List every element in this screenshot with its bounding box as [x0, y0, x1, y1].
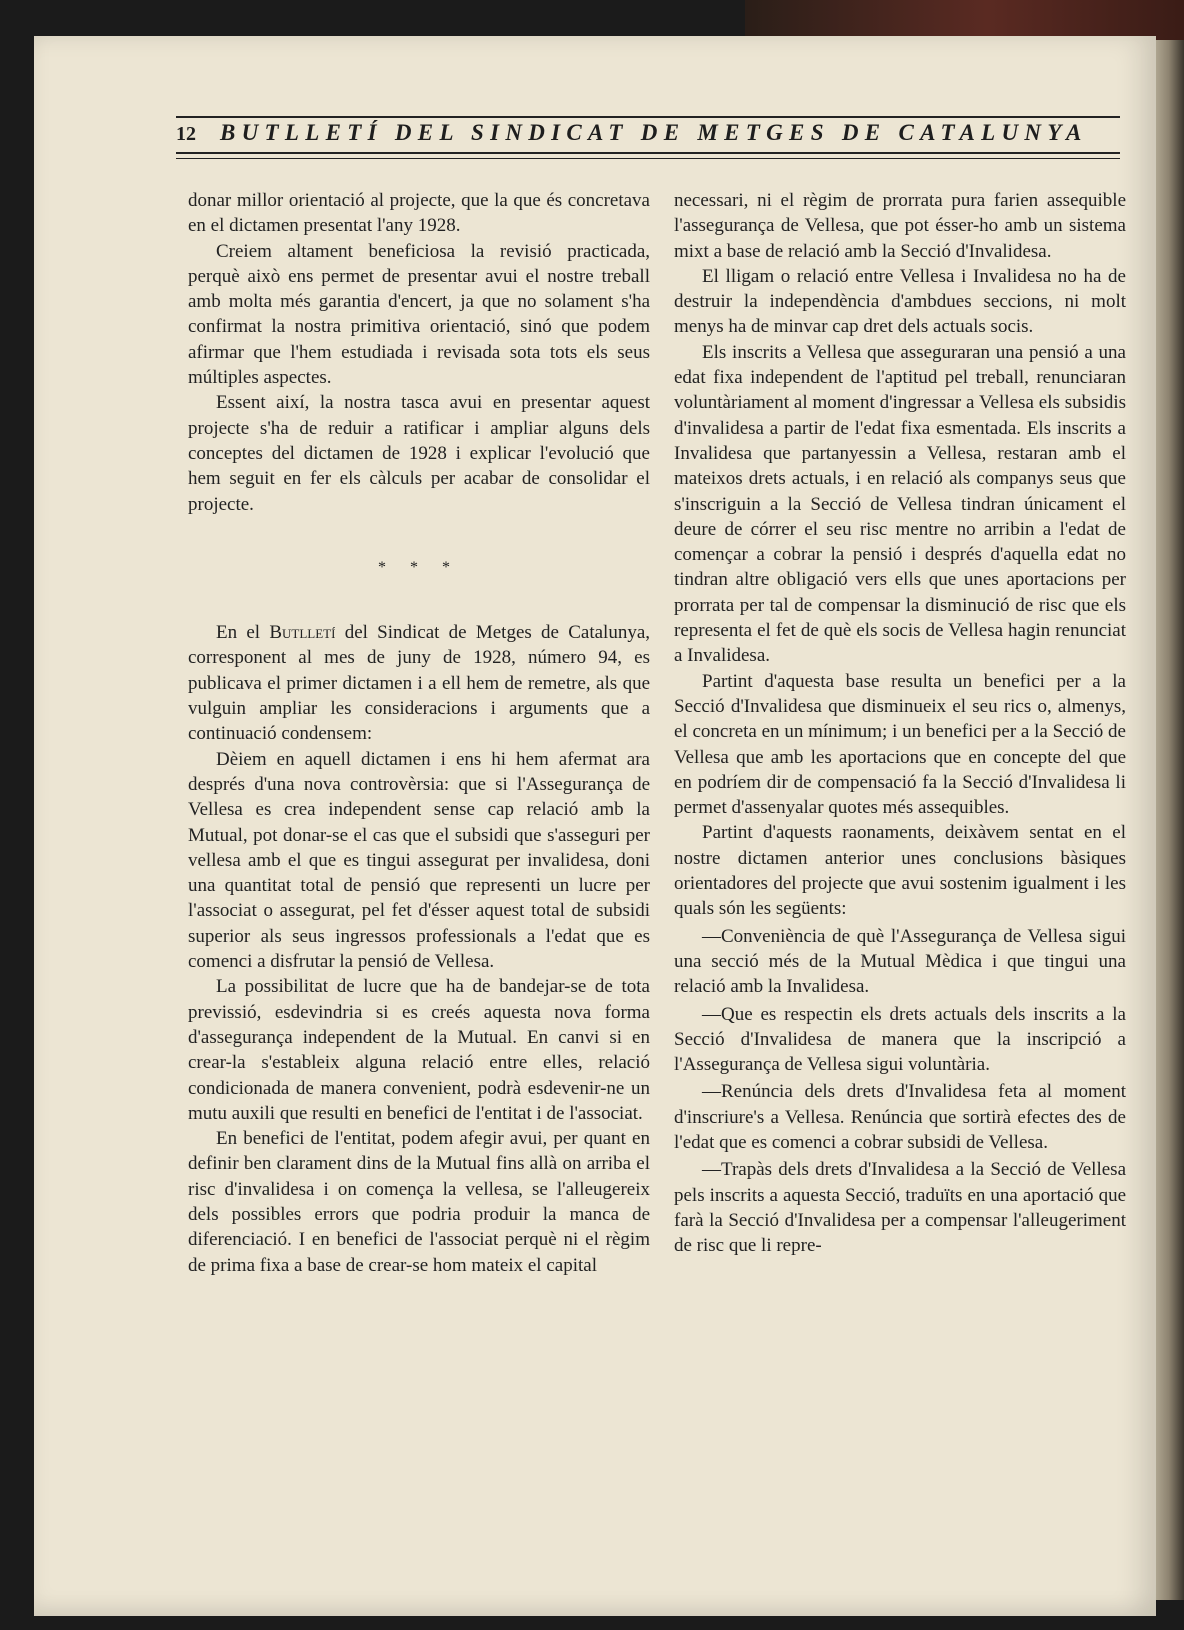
paragraph: Dèiem en aquell dictamen i ens hi hem afermat ara després d'una nova controvèrsia: que si l'Assegurança de Vellesa es crea independent sense cap relació amb la Mutual, pot donar-se el cas que el subsidi que s'asseguri per vellesa amb el que es tingui assegurat per invalidesa, doni una quantitat total de pensió que representi un lucre per l'associat o assegurat, pel fet d'ésser aquest total de subsidi superior als seus ingressos professionals a l'edat que es comenci a disfrutar la pensió de Vellesa. [188, 748, 650, 973]
header-top-rule [176, 116, 1120, 118]
paragraph [188, 620, 650, 746]
running-header [176, 106, 1120, 168]
header-bottom-rule-thin [176, 158, 1120, 159]
section-separator: * * * [378, 558, 460, 576]
paragraph-prefix: En el [216, 622, 270, 644]
paragraph: Els inscrits a Vellesa que asseguraran una pensió a una edat fixa independent de l'aptitud pel treball, renunciaran voluntàriament al moment d'ingressar a Vellesa els subsidis d'invalidesa a partir de l'edat fixa esmentada. Els inscrits a Invalidesa que partanyessin a Vellesa, restaran amb el mateixos drets actuals, i en relació als companys seus que s'inscriguin a la Secció de Vellesa tindran únicament el deure de córrer el seu risc mentre no arribin a l'edat de començar a cobrar la pensió i després d'aquella edat no tindran altre obligació vers ells que unes aportacions per prorrata per tal de compensar la disminució de risc que els representa el fet de què els socis de Vellesa hagin renunciat a Invalidesa. [674, 341, 1126, 667]
journal-name: Butlletí [269, 622, 336, 644]
header-bottom-rule [176, 152, 1120, 154]
right-column [674, 188, 1126, 1258]
left-column [188, 188, 650, 1278]
paragraph: necessari, ni el règim de prorrata pura farien assequible l'assegurança de Vellesa, que pot ésser-ho amb un sistema mixt a base de relació amb la Secció d'Invalidesa. [674, 190, 1126, 262]
conclusion-item: —Renúncia dels drets d'Invalidesa feta al moment d'inscriure's a Vellesa. Renúncia que sortirà efectes des de l'edat que es comenci a cobrar subsidi de Vellesa. [674, 1081, 1126, 1153]
paragraph: Creiem altament beneficiosa la revisió practicada, perquè això ens permet de presentar avui el nostre treball amb molta més garantia d'encert, ja que no solament s'ha confirmat la nostra primitiva orientació, sinó que podem afirmar que l'hem estudiada i revisada sota tots els seus múltiples aspectes. [188, 240, 650, 389]
paragraph: donar millor orientació al projecte, que la que és concretava en el dictamen presentat l'any 1928. [188, 190, 650, 237]
paragraph: Partint d'aquesta base resulta un benefici per a la Secció d'Invalidesa que disminueix el seu rics o, almenys, el concreta en un mínimum; i un benefici per a la Secció de Vellesa que amb les aportacions que en concepte del que en podríem dir de compensació fa la Secció d'Invalidesa li permet d'assenyalar quotes més assequibles. [674, 670, 1126, 819]
paragraph: Essent així, la nostra tasca avui en presentar aquest projecte s'ha de reduir a ratificar i ampliar alguns dels conceptes del dictamen de 1928 i explicar l'evolució que hem seguit en fer els càlculs per acabar de consolidar el projecte. [188, 392, 650, 515]
conclusion-item: —Conveniència de què l'Assegurança de Vellesa sigui una secció més de la Mutual Mèdica i que tingui una relació amb la Invalidesa. [674, 925, 1126, 998]
page-number: 12 [176, 123, 196, 145]
paragraph: En benefici de l'entitat, podem afegir avui, per quant en definir ben clarament dins de la Mutual fins allà on arriba el risc d'invalidesa i on comença la vellesa, se l'alleugereix dels possibles errors que podria produir la manca de diferenciació. I en benefici de l'associat perquè ni el règim de prima fixa a base de crear-se hom mateix el capital [188, 1128, 650, 1276]
journal-title: BUTLLETÍ DEL SINDICAT DE METGES DE CATALUNYA [220, 120, 1088, 145]
conclusion-item: —Que es respectin els drets actuals dels inscrits a la Secció d'Invalidesa de manera que la inscripció a l'Assegurança de Vellesa sigui voluntària. [674, 1003, 1126, 1076]
paragraph: El lligam o relació entre Vellesa i Invalidesa no ha de destruir la independència d'ambdues seccions, ni molt menys ha de minvar cap dret dels actuals socis. [674, 265, 1126, 338]
conclusion-item: —Trapàs dels drets d'Invalidesa a la Secció de Vellesa pels inscrits a aquesta Secció, traduïts en una aportació que farà la Secció d'Invalidesa per a compensar l'alleugeriment de risc que li repre- [674, 1159, 1126, 1257]
paragraph-rest: del Sindicat de Metges de Catalunya, corresponent al mes de juny de 1928, número 94, es publicava el primer dictamen i a ell hem de remetre, als que vulguin ampliar les consideracions i arguments que a continuació condensem: [188, 622, 650, 745]
paragraph: Partint d'aquests raonaments, deixàvem sentat en el nostre dictamen anterior unes conclusions bàsiques orientadores del projecte que avui sostenim igualment i les quals són les següents: [674, 822, 1126, 920]
book-cover-edge [745, 0, 1184, 40]
paragraph: La possibilitat de lucre que ha de bandejar-se de tota previssió, esdevindria si es creés aquesta nova forma d'assegurança independent de la Mutual. En canvi si en crear-la s'estableix alguna relació entre elles, relació condicionada de manera convenient, podrà esdevenir-ne un mutu auxili que resulti en benefici de l'entitat i de l'associat. [188, 976, 650, 1124]
header-text [176, 120, 1120, 146]
